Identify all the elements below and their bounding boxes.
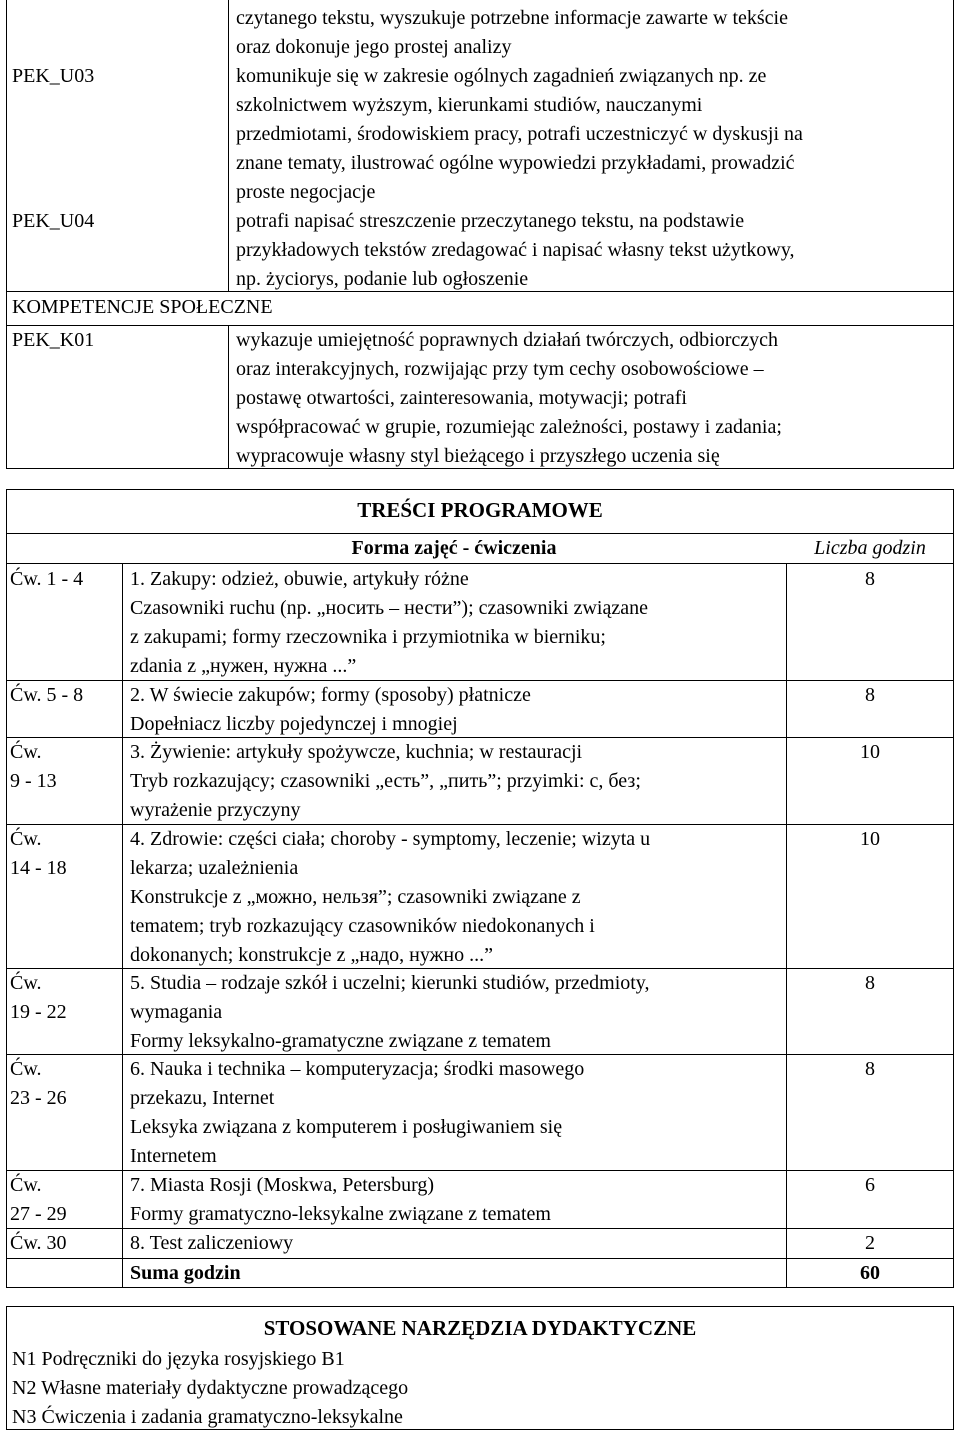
hours-value: 2 [865, 1232, 875, 1254]
hours-value: 8 [865, 1058, 875, 1080]
hours-value: 10 [860, 828, 880, 850]
outcome-code: PEK_K01 [12, 329, 95, 351]
outcome-text: potrafi napisać streszczenie przeczytanego tekstu, na podstawie przykładowych tekstów zredagować i napisać własny tekst użytkowy, np. życiorys, podanie lub ogłoszenie [236, 210, 795, 290]
topic-text: 7. Miasta Rosji (Moskwa, Petersburg) Formy gramatyczno-leksykalne związane z tematem [130, 1174, 551, 1225]
tools-title: STOSOWANE NARZĘDZIA DYDAKTYCZNE [263, 1316, 697, 1340]
column-divider [122, 563, 123, 1288]
hours-value: 10 [860, 741, 880, 763]
topic-text: 5. Studia – rodzaje szkół i uczelni; kierunki studiów, przedmioty, wymagania Formy leksykalno-gramatyczne związane z tematem [130, 972, 650, 1052]
hours-value: 8 [865, 568, 875, 590]
outcomes-divider [228, 325, 229, 469]
class-number: Ćw. 23 - 26 [10, 1058, 67, 1109]
list-item: N3 Ćwiczenia i zadania gramatyczno-leksykalne [12, 1406, 403, 1428]
class-number: Ćw. 5 - 8 [10, 684, 84, 706]
class-number: Ćw. 30 [10, 1232, 67, 1254]
hours-column-header: Liczba godzin [814, 537, 926, 559]
outcome-code: PEK_U04 [12, 210, 95, 232]
outcome-text: wykazuje umiejętność poprawnych działań twórczych, odbiorczych oraz interakcyjnych, rozwijając przy tym cechy osobowościowe – postawę otwartości, zainteresowania, motywacji; potrafi współpracować w grupie, rozumiejąc zależności, postawy i zadania; wypracowuje własny styl bieżącego i przyszłego uczenia się [236, 329, 782, 467]
class-number: Ćw. 27 - 29 [10, 1174, 67, 1225]
list-item: N1 Podręczniki do języka rosyjskiego B1 [12, 1348, 345, 1370]
topic-text: 2. W świecie zakupów; formy (sposoby) płatnicze Dopełniacz liczby pojedynczej i mnogiej [130, 684, 531, 735]
program-title: TREŚCI PROGRAMOWE [357, 498, 603, 522]
class-number: Ćw. 9 - 13 [10, 741, 57, 792]
list-item: N2 Własne materiały dydaktyczne prowadzącego [12, 1377, 409, 1399]
outcome-text: komunikuje się w zakresie ogólnych zagadnień związanych np. ze szkolnictwem wyższym, kierunkami studiów, nauczanymi przedmiotami, środowiskiem pracy, potrafi uczestniczyć w dyskusji na znane tematy, ilustrować ogólne wypowiedzi przykładami, prowadzić proste negocjacje [236, 65, 803, 203]
hours-value: 8 [865, 684, 875, 706]
outcome-text: czytanego tekstu, wyszukuje potrzebne informacje zawarte w tekście oraz dokonuje jego prostej analizy [236, 7, 788, 58]
topic-text: 8. Test zaliczeniowy [130, 1232, 294, 1254]
topic-text: 1. Zakupy: odzież, obuwie, artykuły różne Czasowniki ruchu (np. „носить – нести”); czasowniki związane z zakupami; formy rzeczownika i przymiotnika w bierniku; zdania z „нужен, нужна ...” [130, 568, 648, 677]
topic-text: 6. Nauka i technika – komputeryzacja; środki masowego przekazu, Internet Leksyka związana z komputerem i posługiwaniem się Internetem [130, 1058, 585, 1167]
form-column-header: Forma zajęć - ćwiczenia [351, 537, 557, 559]
topic-text: 3. Żywienie: artykuły spożywcze, kuchnia; w restauracji Tryb rozkazujący; czasowniki „есть”, „пить”; przyimki: с, без; wyrażenie przyczyny [130, 741, 641, 821]
class-number: Ćw. 19 - 22 [10, 972, 67, 1023]
competence-header: KOMPETENCJE SPOŁECZNE [12, 296, 273, 318]
outcome-code: PEK_U03 [12, 65, 95, 87]
hours-value: 8 [865, 972, 875, 994]
tools-list [12, 1345, 408, 1432]
topic-text: 4. Zdrowie: części ciała; choroby - symptomy, leczenie; wizyta u lekarza; uzależnienia Konstrukcje z „можно, нельзя”; czasowniki związane z tematem; tryb rozkazujący czasowników niedokonanych i dokonanych; konstrukcje z „надо, нужно ...” [130, 828, 651, 966]
outcomes-divider [228, 0, 229, 291]
class-number: Ćw. 1 - 4 [10, 568, 84, 590]
sum-label: Suma godzin [130, 1262, 241, 1284]
sum-value: 60 [860, 1262, 880, 1284]
hours-value: 6 [865, 1174, 875, 1196]
row-divider [6, 563, 954, 564]
class-number: Ćw. 14 - 18 [10, 828, 67, 879]
